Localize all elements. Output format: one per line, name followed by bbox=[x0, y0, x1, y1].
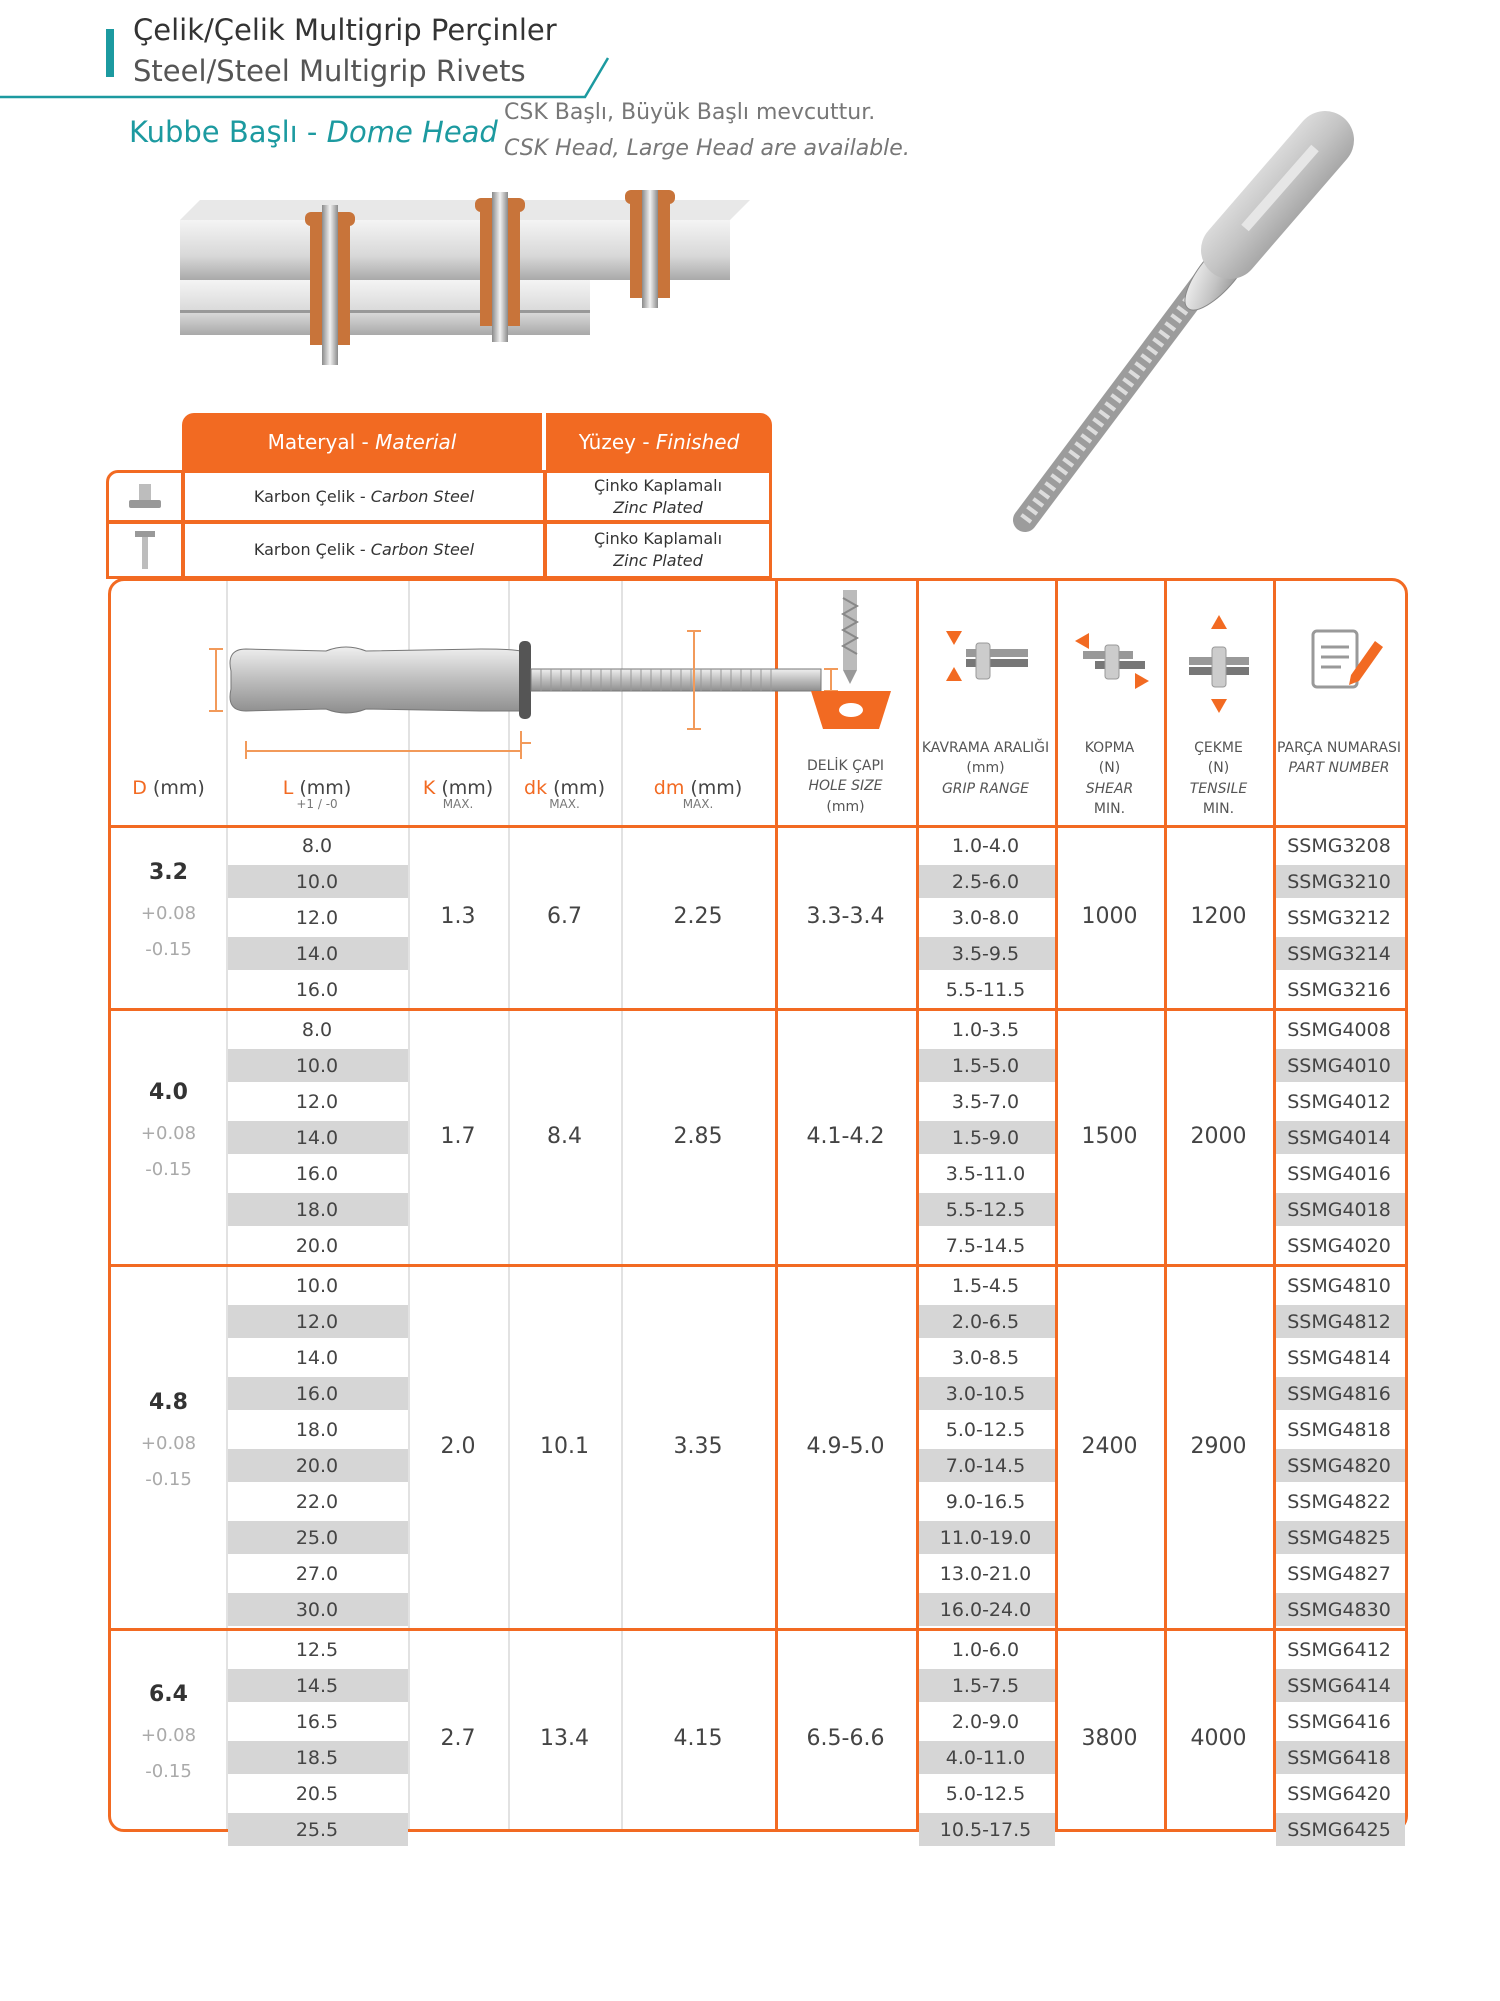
col-part-header bbox=[1273, 738, 1405, 779]
grip-range-value: 7.5-14.5 bbox=[945, 1235, 1026, 1257]
length-value: 25.0 bbox=[295, 1527, 339, 1549]
material-tr: Karbon Çelik - bbox=[253, 540, 371, 560]
part-number-value: SSMG3214 bbox=[1287, 943, 1391, 965]
tolerance-plus: +0.08 bbox=[140, 903, 197, 924]
part-number-value: SSMG3212 bbox=[1287, 907, 1391, 929]
dm-max-value: 3.35 bbox=[673, 1434, 723, 1459]
rivet-body-icon bbox=[106, 470, 184, 523]
col-l-header bbox=[226, 777, 408, 811]
length-value: 30.0 bbox=[295, 1599, 339, 1621]
col-d-header bbox=[111, 777, 226, 799]
length-value: 16.0 bbox=[295, 1383, 339, 1405]
part-cap-2: PART NUMBER bbox=[1288, 760, 1390, 777]
col-sep bbox=[621, 581, 623, 1829]
col-dm-header bbox=[621, 777, 775, 811]
grip-range-value: 1.5-7.5 bbox=[951, 1675, 1020, 1697]
shear-cap-2: (N) bbox=[1098, 760, 1121, 777]
k-max-value: 2.0 bbox=[440, 1434, 476, 1459]
col-d-unit: (mm) bbox=[146, 777, 205, 799]
tensile-cap-2: (N) bbox=[1207, 760, 1230, 777]
col-l-unit: (mm) bbox=[293, 777, 352, 799]
tensile-min-value: 2900 bbox=[1190, 1434, 1247, 1459]
col-sep bbox=[408, 581, 410, 1829]
k-max-value: 1.7 bbox=[440, 1124, 476, 1149]
material-tr: Karbon Çelik - bbox=[253, 486, 371, 506]
part-number-value: SSMG6414 bbox=[1287, 1675, 1391, 1697]
length-value: 20.0 bbox=[295, 1235, 339, 1257]
length-value: 12.5 bbox=[295, 1639, 339, 1661]
length-value: 14.0 bbox=[295, 943, 339, 965]
finish-en: Zinc Plated bbox=[613, 551, 703, 570]
finish-header bbox=[546, 413, 772, 471]
grip-range-icon bbox=[931, 621, 1041, 711]
tolerance-minus: -0.15 bbox=[145, 1469, 192, 1490]
grip-range-value: 3.0-8.5 bbox=[951, 1347, 1020, 1369]
material-header-en: Material bbox=[375, 430, 457, 454]
col-dm-unit: (mm) bbox=[684, 777, 743, 799]
grip-range-value: 1.5-5.0 bbox=[951, 1055, 1020, 1077]
hole-size-value: 4.9-5.0 bbox=[806, 1434, 885, 1459]
part-number-value: SSMG3208 bbox=[1287, 835, 1391, 857]
col-l-sub: +1 / -0 bbox=[296, 797, 338, 811]
grip-range-value: 1.0-6.0 bbox=[951, 1639, 1020, 1661]
rivet-cross-section-1 bbox=[305, 205, 355, 365]
grip-range-value: 2.5-6.0 bbox=[951, 871, 1020, 893]
part-number-value: SSMG4016 bbox=[1287, 1163, 1391, 1185]
length-value: 12.0 bbox=[295, 1091, 339, 1113]
shear-cap-3: SHEAR bbox=[1085, 780, 1134, 797]
tolerance-plus: +0.08 bbox=[140, 1725, 197, 1746]
col-tensile-header bbox=[1164, 738, 1273, 819]
material-en: Carbon Steel bbox=[370, 540, 475, 560]
title-underline bbox=[0, 0, 620, 100]
page-title-en: Steel/Steel Multigrip Rivets bbox=[133, 54, 526, 88]
rivet-installation-image bbox=[180, 190, 760, 380]
part-number-value: SSMG4014 bbox=[1287, 1127, 1391, 1149]
availability-note-en: CSK Head, Large Head are available. bbox=[504, 136, 910, 161]
specification-table bbox=[108, 578, 1408, 1841]
dm-max-value: 4.15 bbox=[673, 1726, 723, 1751]
grip-range-value: 2.0-9.0 bbox=[951, 1711, 1020, 1733]
length-value: 14.0 bbox=[295, 1127, 339, 1149]
grip-cap-3: GRIP RANGE bbox=[941, 780, 1030, 797]
part-number-value: SSMG4812 bbox=[1287, 1311, 1391, 1333]
length-value: 20.0 bbox=[295, 1455, 339, 1477]
length-value: 22.0 bbox=[295, 1491, 339, 1513]
grip-cap-1: KAVRAMA ARALIĞI bbox=[921, 740, 1050, 756]
grip-range-value: 1.0-4.0 bbox=[951, 835, 1020, 857]
length-value: 16.0 bbox=[295, 1163, 339, 1185]
mandrel-icon bbox=[106, 521, 184, 579]
length-value: 18.0 bbox=[295, 1419, 339, 1441]
tensile-icon bbox=[1169, 611, 1269, 721]
body-material-cell bbox=[182, 470, 546, 523]
part-number-value: SSMG4814 bbox=[1287, 1347, 1391, 1369]
part-cap-1: PARÇA NUMARASI bbox=[1276, 740, 1402, 756]
length-value: 14.0 bbox=[295, 1347, 339, 1369]
col-grip-header bbox=[916, 738, 1055, 799]
col-d-sym: D bbox=[132, 777, 147, 799]
length-value: 14.5 bbox=[295, 1675, 339, 1697]
finish-en: Zinc Plated bbox=[613, 497, 703, 517]
shear-cap-4: MIN. bbox=[1093, 800, 1126, 817]
tolerance-minus: -0.15 bbox=[145, 1159, 192, 1180]
col-dm-sub: MAX. bbox=[682, 797, 714, 811]
grip-range-value: 3.0-10.5 bbox=[945, 1383, 1026, 1405]
group-separator bbox=[111, 1264, 1405, 1267]
dk-max-value: 8.4 bbox=[547, 1124, 582, 1149]
tensile-cap-1: ÇEKME bbox=[1194, 740, 1243, 756]
hole-size-icon bbox=[791, 586, 906, 736]
rivet-dimension-diagram bbox=[151, 611, 871, 761]
part-number-value: SSMG4010 bbox=[1287, 1055, 1391, 1077]
hole-size-value: 3.3-3.4 bbox=[806, 904, 885, 929]
hole-cap-2: HOLE SIZE bbox=[808, 778, 883, 795]
grip-range-value: 13.0-21.0 bbox=[939, 1563, 1032, 1585]
part-number-value: SSMG6425 bbox=[1287, 1819, 1391, 1841]
part-number-value: SSMG6416 bbox=[1287, 1711, 1391, 1733]
dk-max-value: 10.1 bbox=[540, 1434, 589, 1459]
length-value: 18.0 bbox=[295, 1199, 339, 1221]
grip-range-value: 3.5-7.0 bbox=[951, 1091, 1020, 1113]
col-dm-sym: dm bbox=[653, 777, 685, 799]
hole-cap-1: DELİK ÇAPI bbox=[806, 758, 885, 774]
grip-range-value: 5.5-11.5 bbox=[945, 979, 1026, 1001]
finish-header-en: Finished bbox=[655, 430, 740, 454]
availability-note-tr: CSK Başlı, Büyük Başlı mevcuttur. bbox=[504, 100, 876, 125]
length-value: 8.0 bbox=[301, 1019, 333, 1041]
material-header bbox=[182, 413, 542, 471]
length-value: 16.0 bbox=[295, 979, 339, 1001]
multigrip-rivet-image bbox=[995, 110, 1415, 570]
hole-size-value: 6.5-6.6 bbox=[806, 1726, 885, 1751]
tolerance-minus: -0.15 bbox=[145, 939, 192, 960]
grip-range-value: 4.0-11.0 bbox=[945, 1747, 1026, 1769]
length-value: 18.5 bbox=[295, 1747, 339, 1769]
diameter-value: 4.8 bbox=[149, 1390, 188, 1415]
product-subtitle bbox=[129, 115, 498, 149]
dk-max-value: 13.4 bbox=[540, 1726, 589, 1751]
part-number-value: SSMG4020 bbox=[1287, 1235, 1391, 1257]
col-k-unit: (mm) bbox=[435, 777, 494, 799]
part-number-value: SSMG4827 bbox=[1287, 1563, 1391, 1585]
part-number-value: SSMG4012 bbox=[1287, 1091, 1391, 1113]
shear-min-value: 1500 bbox=[1081, 1124, 1138, 1149]
k-max-value: 1.3 bbox=[440, 904, 476, 929]
grip-cap-2: (mm) bbox=[966, 760, 1005, 777]
grip-range-value: 9.0-16.5 bbox=[945, 1491, 1026, 1513]
grip-range-value: 10.5-17.5 bbox=[939, 1819, 1032, 1841]
col-dk-unit: (mm) bbox=[547, 777, 605, 799]
grip-range-value: 5.0-12.5 bbox=[945, 1783, 1026, 1805]
part-number-value: SSMG4810 bbox=[1287, 1275, 1391, 1297]
grip-range-value: 2.0-6.5 bbox=[951, 1311, 1020, 1333]
mandrel-finish-cell bbox=[544, 521, 772, 579]
col-k-sub: MAX. bbox=[442, 797, 474, 811]
col-dk-header bbox=[508, 777, 621, 811]
col-shear-header bbox=[1055, 738, 1164, 819]
length-value: 27.0 bbox=[295, 1563, 339, 1585]
tensile-cap-3: TENSILE bbox=[1189, 780, 1248, 797]
part-number-icon bbox=[1301, 621, 1391, 701]
finish-tr: Çinko Kaplamalı bbox=[593, 529, 723, 549]
grip-range-value: 7.0-14.5 bbox=[945, 1455, 1026, 1477]
shear-min-value: 3800 bbox=[1081, 1726, 1138, 1751]
grip-range-value: 16.0-24.0 bbox=[939, 1599, 1032, 1621]
material-header-tr: Materyal - bbox=[267, 430, 369, 454]
k-max-value: 2.7 bbox=[440, 1726, 476, 1751]
length-value: 20.5 bbox=[295, 1783, 339, 1805]
length-value: 10.0 bbox=[295, 871, 339, 893]
col-dk-sub: MAX. bbox=[549, 797, 580, 811]
tensile-cap-4: MIN. bbox=[1202, 800, 1235, 817]
part-number-value: SSMG4818 bbox=[1287, 1419, 1391, 1441]
grip-range-value: 3.5-9.5 bbox=[951, 943, 1020, 965]
hole-cap-3: (mm) bbox=[826, 798, 865, 815]
body-finish-cell bbox=[544, 470, 772, 523]
finish-header-tr: Yüzey - bbox=[578, 430, 650, 454]
length-value: 25.5 bbox=[295, 1819, 339, 1841]
dk-max-value: 6.7 bbox=[547, 904, 582, 929]
length-value: 16.5 bbox=[295, 1711, 339, 1733]
finish-tr: Çinko Kaplamalı bbox=[593, 475, 723, 495]
col-l-sym: L bbox=[282, 777, 294, 799]
dm-max-value: 2.85 bbox=[673, 1124, 723, 1149]
length-value: 10.0 bbox=[295, 1275, 339, 1297]
length-value: 12.0 bbox=[295, 907, 339, 929]
tolerance-plus: +0.08 bbox=[140, 1123, 197, 1144]
col-hole-header bbox=[775, 756, 916, 817]
tensile-min-value: 2000 bbox=[1190, 1124, 1247, 1149]
group-separator bbox=[111, 1008, 1405, 1011]
part-number-value: SSMG4820 bbox=[1287, 1455, 1391, 1477]
length-value: 10.0 bbox=[295, 1055, 339, 1077]
group-separator bbox=[111, 1628, 1405, 1631]
part-number-value: SSMG6412 bbox=[1287, 1639, 1391, 1661]
col-k-sym: K bbox=[422, 777, 436, 799]
part-number-value: SSMG6420 bbox=[1287, 1783, 1391, 1805]
col-k-header bbox=[408, 777, 508, 811]
tolerance-minus: -0.15 bbox=[145, 1761, 192, 1782]
tolerance-plus: +0.08 bbox=[140, 1433, 197, 1454]
diameter-value: 4.0 bbox=[149, 1080, 188, 1105]
part-number-value: SSMG3210 bbox=[1287, 871, 1391, 893]
tensile-min-value: 4000 bbox=[1190, 1726, 1247, 1751]
page-title-tr: Çelik/Çelik Multigrip Perçinler bbox=[133, 13, 557, 47]
part-number-value: SSMG4816 bbox=[1287, 1383, 1391, 1405]
rivet-cross-section-2 bbox=[475, 192, 525, 342]
length-value: 8.0 bbox=[301, 835, 333, 857]
part-number-value: SSMG4830 bbox=[1287, 1599, 1391, 1621]
length-value: 12.0 bbox=[295, 1311, 339, 1333]
dm-max-value: 2.25 bbox=[673, 904, 723, 929]
part-number-value: SSMG3216 bbox=[1287, 979, 1391, 1001]
material-en: Carbon Steel bbox=[370, 486, 475, 506]
grip-range-value: 5.5-12.5 bbox=[945, 1199, 1026, 1221]
shear-min-value: 2400 bbox=[1081, 1434, 1138, 1459]
col-dk-sym: dk bbox=[524, 777, 548, 799]
part-number-value: SSMG4825 bbox=[1287, 1527, 1391, 1549]
subtitle-tr: Kubbe Başlı - bbox=[129, 115, 327, 149]
col-sep bbox=[508, 581, 510, 1829]
subtitle-en: Dome Head bbox=[326, 115, 498, 149]
part-number-value: SSMG4018 bbox=[1287, 1199, 1391, 1221]
shear-icon bbox=[1061, 621, 1161, 711]
grip-range-value: 1.5-9.0 bbox=[951, 1127, 1020, 1149]
grip-range-value: 11.0-19.0 bbox=[939, 1527, 1032, 1549]
grip-range-value: 1.5-4.5 bbox=[951, 1275, 1020, 1297]
shear-cap-1: KOPMA bbox=[1084, 740, 1135, 756]
diameter-value: 3.2 bbox=[149, 860, 188, 885]
hole-size-value: 4.1-4.2 bbox=[806, 1124, 885, 1149]
tensile-min-value: 1200 bbox=[1190, 904, 1247, 929]
grip-range-value: 5.0-12.5 bbox=[945, 1419, 1026, 1441]
part-number-value: SSMG6418 bbox=[1287, 1747, 1391, 1769]
grip-range-value: 3.0-8.0 bbox=[951, 907, 1020, 929]
part-number-value: SSMG4822 bbox=[1287, 1491, 1391, 1513]
grip-range-value: 3.5-11.0 bbox=[945, 1163, 1026, 1185]
shear-min-value: 1000 bbox=[1081, 904, 1138, 929]
mandrel-material-cell bbox=[182, 521, 546, 579]
rivet-cross-section-3 bbox=[625, 190, 675, 308]
diameter-value: 6.4 bbox=[149, 1682, 188, 1707]
part-number-value: SSMG4008 bbox=[1287, 1019, 1391, 1041]
grip-range-value: 1.0-3.5 bbox=[951, 1019, 1020, 1041]
